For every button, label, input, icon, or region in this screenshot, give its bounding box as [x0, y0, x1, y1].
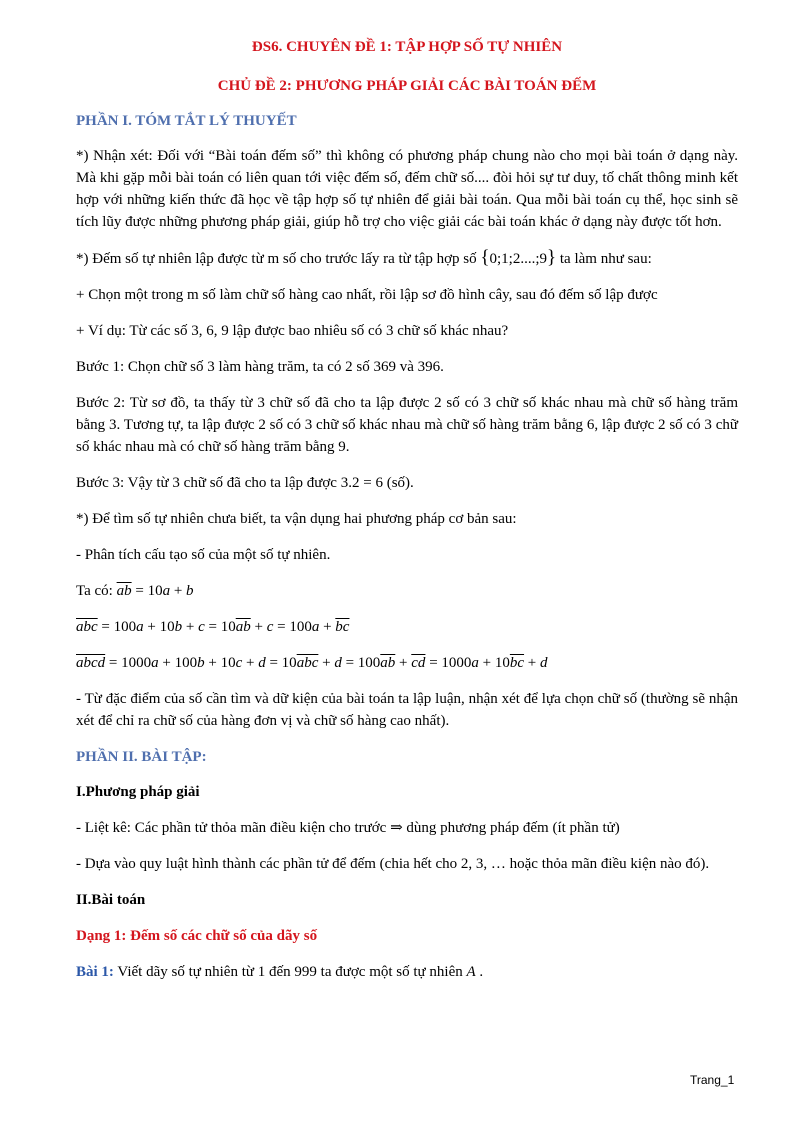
paragraph-phan-tich: - Phân tích cấu tạo số của một số tự nhiên. — [76, 547, 331, 563]
document-page — [76, 36, 738, 994]
subheading-phuong-phap: I.Phương pháp giải — [76, 784, 200, 800]
paragraph-bai-1: Bài 1: Viết dãy số tự nhiên từ 1 đến 999 ta được một số tự nhiên A . — [76, 964, 484, 980]
paragraph-nhan-xet: *) Nhận xét: Đối với “Bài toán đếm số” thì không có phương pháp chung nào cho mọi bài toán ở dạng này. Mà khi gặp mỗi bài toán có liên quan tới việc đếm số, đếm chữ số.... đòi hỏi sự tư duy, tố chất thông minh kết hợp với những kiến thức đã học về tập hợp số tự nhiên để giải bài toán. Qua mỗi bài toán cụ thể, học sinh sẽ tích lũy được những phương pháp giải, giúp hỗ trợ cho việc giải các bài toán khác ở dạng này được tốt hơn. — [76, 148, 738, 230]
section-heading-part1: PHẦN I. TÓM TẮT LÝ THUYẾT — [76, 113, 297, 129]
paragraph-buoc-2: Bước 2: Từ sơ đồ, ta thấy từ 3 chữ số đã cho ta lập được 2 số có 3 chữ số khác nhau mà chữ số hàng trăm bằng 3. Tương tự, ta lập được 2 số có 3 chữ số khác nhau mà chữ số hàng trăm bằng 6, lập được 2 số có 3 chữ số khác nhau mà có chữ số hàng trăm bằng 9. — [76, 395, 738, 455]
section-heading-part2: PHẦN II. BÀI TẬP: — [76, 749, 207, 765]
paragraph-liet-ke: - Liệt kê: Các phần tử thỏa mãn điều kiện cho trước ⇒ dùng phương pháp đếm (ít phần tử) — [76, 820, 620, 836]
paragraph-tu-dac-diem: - Từ đặc điểm của số cần tìm và dữ kiện của bài toán ta lập luận, nhận xét để lựa chọn chữ số (thường sẽ nhận xét để chỉ ra chữ số của hàng đơn vị và chữ số hàng cao nhất). — [76, 691, 738, 729]
subheading-bai-toan: II.Bài toán — [76, 892, 146, 908]
paragraph-quy-luat: - Dựa vào quy luật hình thành các phần tử để đếm (chia hết cho 2, 3, … hoặc thỏa mãn điều kiện nào đó). — [76, 856, 710, 872]
subheading-dang-1: Dạng 1: Đếm số các chữ số của dãy số — [76, 928, 318, 944]
bai-1-label: Bài 1: — [76, 964, 114, 980]
paragraph-buoc-1: Bước 1: Chọn chữ số 3 làm hàng trăm, ta có 2 số 369 và 396. — [76, 359, 444, 375]
equation-abcd: abcd = $1000a + 100b + 10c + d = 10\overline{abc} + d = 100\overline{ab} + \overline{cd} = 1000a + 10\overline{bc} + d$ — [76, 655, 548, 671]
paragraph-vi-du: + Ví dụ: Từ các số 3, 6, 9 lập được bao nhiêu số có 3 chữ số khác nhau? — [76, 323, 509, 339]
paragraph-chon: + Chọn một trong m số làm chữ số hàng cao nhất, rồi lập sơ đồ hình cây, sau đó đếm số lập được — [76, 287, 658, 303]
equation-abc: $\overline{abc} = 100a + 10b + c = 10\overline{ab} + c = 100a + \overline{bc}$ — [76, 619, 350, 635]
math-product: 3.2 = 6 — [340, 475, 383, 491]
page-number: Trang_1 — [690, 1073, 735, 1087]
dem-so-text: *) Đếm số tự nhiên lập được từ m số cho trước lấy ra từ tập hợp số — [76, 251, 481, 267]
paragraph-dem-so — [76, 247, 738, 270]
paragraph-tim-so: *) Để tìm số tự nhiên chưa biết, ta vận dụng hai phương pháp cơ bản sau: — [76, 511, 517, 527]
paragraph-buoc-3: Bước 3: Vậy từ 3 chữ số đã cho ta lập được 3.2 = 6 (số). — [76, 475, 414, 491]
dem-so-text-end: ta làm như sau: — [556, 251, 652, 267]
document-subtitle: CHỦ ĐỀ 2: PHƯƠNG PHÁP GIẢI CÁC BÀI TOÁN ĐẾM — [217, 78, 597, 94]
set-expression: {0;1;2....;9} — [480, 247, 557, 268]
document-title: ĐS6. CHUYÊN ĐỀ 1: TẬP HỢP SỐ TỰ NHIÊN — [251, 39, 563, 55]
equation-ab: Ta có: $\overline{ab} = 10a + b$ — [76, 583, 194, 599]
